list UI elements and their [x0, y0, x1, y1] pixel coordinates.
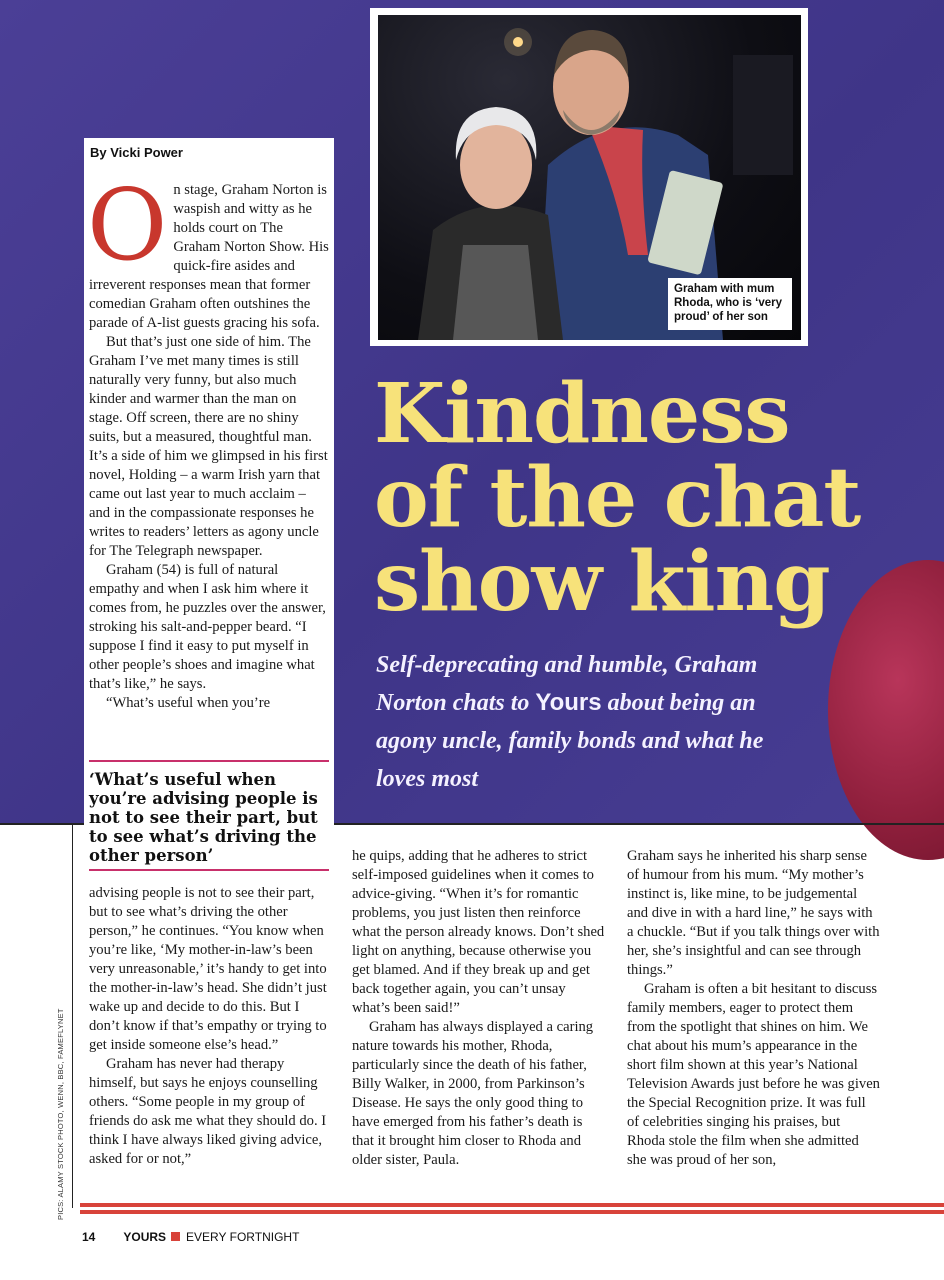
headline: [374, 366, 934, 630]
standfirst-magazine: Yours: [535, 689, 602, 716]
photo-credit: PICS: ALAMY STOCK PHOTO, WENN, BBC, FAMEFLYNET: [56, 1008, 65, 1220]
article-column-1-lower: [89, 884, 329, 1169]
photo-caption: Graham with mum Rhoda, who is ‘very proud’ of her son: [668, 278, 792, 330]
standfirst-part1: Self-deprecating and humble, Graham Norton chats to: [376, 652, 758, 716]
paragraph: Graham is often a bit hesitant to discuss family members, eager to protect them from the spotlight that shines on him. We chat about his mum’s appearance in the short film shown at this year’s National Television Awards just before he was given the Special Recognition prize. It was full of celebrities singing his praises, but Rhoda stole the film when she admitted she was proud of her son,: [627, 981, 880, 1168]
standfirst-part2: about being an agony uncle, family bonds and what he loves most: [376, 690, 764, 792]
article-column-2: [352, 847, 606, 1170]
paragraph: Graham (54) is full of natural empathy and when I ask him where it comes from, he puzzles over the answer, stroking his salt-and-pepper beard. “I suppose I find it easy to put myself in other people’s shoes and imagine what that’s like,” he says.: [89, 562, 326, 692]
headline-line: of the chat: [374, 450, 861, 546]
drop-cap: O: [87, 169, 168, 283]
square-icon: [171, 1232, 180, 1241]
paragraph: advising people is not to see their part, but to see what’s driving the other person,” he continues. “You know when you’re like, ‘My mother-in-law’s been very unreasonable,’ it’s handy to get into the mother-in-law’s head. She didn’t just wake up and decide to do this. But I don’t know if that’s empathy or trying to get inside someone else’s head.”: [89, 885, 327, 1053]
byline: By Vicki Power: [90, 145, 183, 160]
footer-rule: [80, 1210, 944, 1214]
paragraph: Graham has never had therapy himself, but says he enjoys counselling others. “Some people in my group of friends do ask me what they should do. I think I have always liked giving advice, asked for or not,”: [89, 1056, 327, 1167]
footer-tagline: EVERY FORTNIGHT: [186, 1230, 300, 1244]
article-column-3: [627, 847, 881, 1170]
paragraph: But that’s just one side of him. The Graham I’ve met many times is still naturally very funny, but also much kinder and warmer than the man on stage. Off screen, there are no shiny suits, but a measured, thoughtful man. It’s a side of him we glimpsed in his first novel, Holding – a warm Irish yarn that came out last year to much acclaim – and in the compassionate responses he writes to readers’ letters as agony uncle for The Telegraph newspaper.: [89, 334, 328, 559]
standfirst: [376, 646, 796, 798]
paragraph: “What’s useful when you’re: [106, 695, 271, 711]
page-footer: [82, 1230, 299, 1244]
pull-quote: [89, 760, 329, 871]
column-rule: [72, 823, 73, 1208]
paragraph: Graham says he inherited his sharp sense of humour from his mum. “My mother’s instinct is, like mine, to be judgemental and dive in with a hard line,” he says with a chuckle. “But if you talk things over with her, she’s insightful and can see through things.”: [627, 848, 880, 978]
headline-line: show king: [374, 534, 830, 630]
woman-face: [460, 121, 532, 209]
headline-line: Kindness: [374, 366, 790, 462]
paragraph: Graham has always displayed a caring nature towards his mother, Rhoda, particularly since the death of his father, Billy Walker, in 2000, from Parkinson’s Disease. He says the only good thing to have emerged from his father’s death is that it brought him closer to Rhoda and older sister, Paula.: [352, 1019, 594, 1168]
pull-quote-text: ‘What’s useful when you’re advising people is not to see their part, but to see what’s driving the other person’: [89, 770, 318, 865]
page-number: 14: [82, 1230, 96, 1244]
footer-rule: [80, 1203, 944, 1207]
footer-magazine: YOURS: [123, 1230, 167, 1244]
paragraph: On stage, Graham Norton is waspish and witty as he holds court on The Graham Norton Show. His quick-fire asides and irreverent responses mean that former comedian Graham often outshines the parade of A-list guests gracing his sofa.: [87, 169, 329, 331]
article-column-1: [87, 169, 329, 713]
paragraph: he quips, adding that he adheres to strict self-imposed guidelines when it comes to advice-giving. “When it’s for romantic problems, you just listen then reinforce what the person already knows. Don’t shed light on anything, because otherwise you get blamed. And if they break up and get back together again, you can’t unsay what’s been said!”: [352, 848, 605, 1016]
